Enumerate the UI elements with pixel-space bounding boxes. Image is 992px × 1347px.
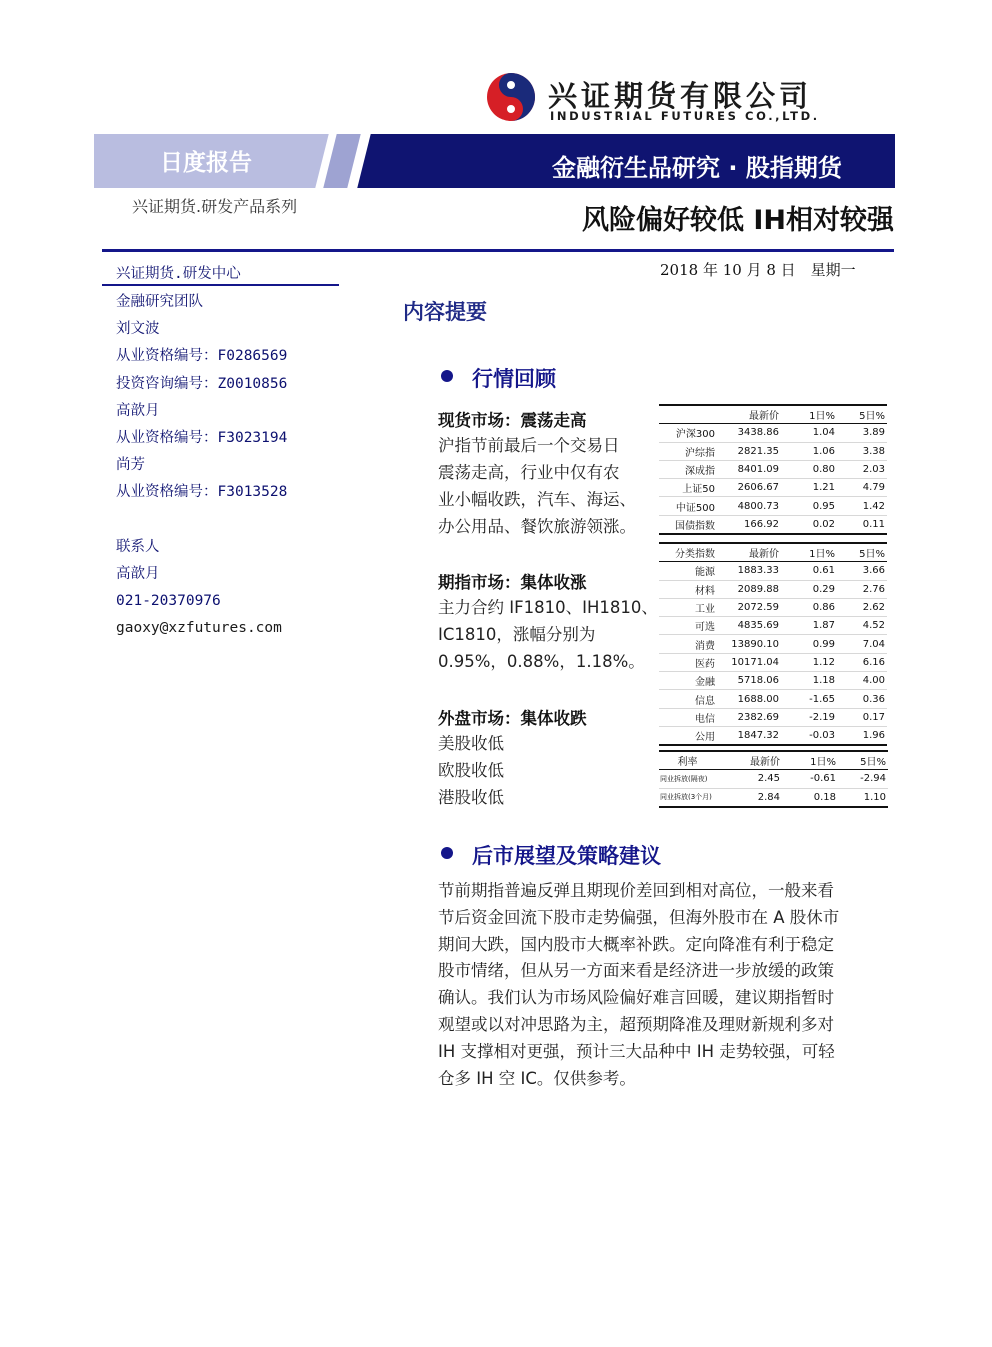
cell: 2.45 — [757, 773, 780, 785]
cell: 消费 — [695, 640, 715, 652]
contact-name: 高歆月 — [116, 565, 160, 582]
overseas-market-title: 外盘市场：集体收跌 — [438, 709, 587, 728]
table-row — [659, 515, 887, 534]
cell: 1.87 — [812, 620, 835, 632]
cell: -1.65 — [809, 693, 835, 705]
cell: 信息 — [695, 695, 715, 707]
spacer — [116, 507, 287, 534]
cell: -2.19 — [809, 711, 835, 723]
sidebar-title: 兴证期货.研发中心 — [116, 266, 241, 282]
cell: 2.76 — [862, 583, 885, 595]
cell: 1.10 — [863, 791, 886, 803]
company-name-cn: 兴证期货有限公司 — [548, 79, 813, 113]
cell: 1883.33 — [737, 565, 779, 577]
col-header: 1日% — [809, 411, 835, 423]
bullet-icon — [441, 847, 453, 859]
futures-market-title: 期指市场：集体收涨 — [438, 573, 587, 592]
review-heading: 行情回顾 — [472, 367, 556, 391]
text-line: 期间大跌，国内股市大概率补跌。定向降准有利于稳定 — [438, 934, 834, 954]
cell: 医药 — [695, 658, 715, 670]
col-header: 5日% — [859, 549, 885, 561]
analyst-license: 从业资格编号：F0286569 — [116, 348, 288, 365]
cell: 2072.59 — [737, 602, 779, 614]
cell: 166.92 — [744, 518, 779, 530]
cell: 2606.67 — [737, 482, 779, 494]
text-line: 震荡走高，行业中仅有农 — [438, 463, 620, 482]
cell: 5718.06 — [737, 675, 779, 687]
product-series: 兴证期货.研发产品系列 — [132, 197, 298, 216]
table-header — [659, 543, 887, 562]
spot-market-text — [438, 432, 636, 540]
cell: 0.29 — [812, 583, 835, 595]
contact-phone: 021-20370976 — [116, 593, 221, 610]
table-row — [659, 442, 887, 460]
cell: 1.21 — [812, 482, 835, 494]
contact-email[interactable]: gaoxy@xzfutures.com — [116, 620, 282, 637]
cell: 沪综指 — [685, 447, 715, 459]
table-row — [659, 788, 888, 807]
table-row — [659, 479, 887, 497]
col-header: 最新价 — [749, 549, 779, 561]
cell: 4800.73 — [737, 500, 779, 512]
rate-table — [659, 750, 888, 808]
summary-heading: 内容提要 — [403, 300, 487, 324]
cell: -0.61 — [810, 773, 836, 785]
cell: 13890.10 — [731, 638, 779, 650]
col-header: 分类指数 — [675, 549, 715, 561]
table-header — [659, 751, 888, 770]
cell: 4.00 — [862, 675, 885, 687]
analyst-name: 高歆月 — [116, 402, 160, 419]
cell: 2382.69 — [737, 711, 779, 723]
cell: 0.17 — [862, 711, 885, 723]
cell: 0.99 — [812, 638, 835, 650]
text-line: 节前期指普遍反弹且期现价差回到相对高位，一般来看 — [438, 881, 834, 900]
table-row — [659, 770, 888, 788]
report-category: 金融衍生品研究 · 股指期货 — [552, 154, 842, 182]
col-header: 利率 — [677, 757, 698, 769]
col-header: 5日% — [859, 411, 885, 423]
team-name: 金融研究团队 — [116, 294, 203, 310]
cell: 2.62 — [862, 602, 885, 614]
cell: 0.86 — [812, 602, 835, 614]
cell: 0.18 — [813, 791, 836, 803]
cell: 0.36 — [862, 693, 885, 705]
table-row — [659, 580, 887, 598]
analyst-advisory-license: 投资咨询编号：Z0010856 — [116, 375, 288, 392]
outlook-text — [438, 878, 883, 1092]
futures-market-text — [438, 594, 658, 675]
cell: 4835.69 — [737, 620, 779, 632]
cell: 3438.86 — [737, 427, 779, 439]
cell: 4.79 — [862, 482, 885, 494]
report-title: 风险偏好较低 IH相对较强 — [581, 205, 894, 236]
sidebar-divider — [102, 284, 339, 286]
text-line: 办公用品、餐饮旅游领涨。 — [438, 517, 636, 536]
text-line: 仓多 IH 空 IC。仅供参考。 — [438, 1068, 636, 1088]
col-header: 5日% — [860, 757, 886, 769]
index-table — [659, 404, 887, 535]
text-line: 股市情绪，但从另一方面来看是经济进一步放缓的政策 — [438, 961, 834, 981]
text-line: IH 支撑相对更强，预计三大品种中 IH 走势较强，可轻 — [438, 1041, 835, 1061]
text-line: 观望或以对冲思路为主，超预期降准及理财新规利多对 — [438, 1014, 834, 1034]
cell: 国债指数 — [675, 520, 715, 532]
text-line: 主力合约 IF1810、IH1810、 — [438, 598, 658, 617]
cell: 0.11 — [862, 518, 885, 530]
text-line: 欧股收低 — [438, 761, 504, 780]
cell: 中证500 — [675, 502, 715, 514]
cell: 能源 — [695, 567, 715, 579]
cell: 1847.32 — [737, 730, 779, 742]
text-line: IC1810，涨幅分别为 — [438, 625, 596, 644]
table-row — [659, 690, 887, 708]
text-line: 0.95%，0.88%，1.18%。 — [438, 652, 645, 671]
table-row — [659, 617, 887, 635]
col-header: 最新价 — [749, 411, 779, 423]
cell: -0.03 — [809, 730, 835, 742]
cell: 沪深300 — [675, 429, 715, 441]
cell: 0.80 — [812, 464, 835, 476]
cell: 金融 — [695, 677, 715, 689]
cell: 3.89 — [862, 427, 885, 439]
sidebar-contacts — [116, 289, 287, 642]
cell: 0.02 — [812, 518, 835, 530]
spot-market-title: 现货市场：震荡走高 — [438, 411, 587, 430]
col-header — [659, 405, 717, 424]
company-logo-icon — [486, 72, 536, 122]
contact-label: 联系人 — [116, 538, 160, 555]
text-line: 沪指节前最后一个交易日 — [438, 436, 620, 455]
col-header: 最新价 — [750, 757, 780, 769]
analyst-name: 刘文波 — [116, 321, 160, 338]
cell: 同业拆放(隔夜) — [660, 774, 708, 783]
cell: 3.66 — [862, 565, 885, 577]
cell: 公用 — [695, 732, 715, 744]
cell: 1.06 — [812, 445, 835, 457]
table-row — [659, 653, 887, 671]
report-type: 日度报告 — [160, 150, 252, 176]
cell: 1.04 — [812, 427, 835, 439]
cell: 材料 — [695, 585, 715, 597]
bullet-icon — [441, 370, 453, 382]
cell: 工业 — [695, 604, 715, 616]
overseas-market-text — [438, 730, 504, 811]
table-row — [659, 424, 887, 442]
text-line: 节后资金回流下股市走势偏强，但海外股市在 A 股休市 — [438, 907, 840, 927]
text-line: 业小幅收跌，汽车、海运、 — [438, 490, 636, 509]
cell: 0.95 — [812, 500, 835, 512]
cell: -2.94 — [860, 773, 886, 785]
cell: 4.52 — [862, 620, 885, 632]
report-date: 2018 年 10 月 8 日 星期一 — [660, 261, 856, 279]
analyst-license: 从业资格编号：F3013528 — [116, 484, 288, 501]
table-row — [659, 598, 887, 616]
table-row — [659, 726, 887, 745]
cell: 1.12 — [812, 656, 835, 668]
sector-table — [659, 542, 887, 746]
company-name-en: INDUSTRIAL FUTURES CO.,LTD. — [550, 109, 820, 123]
cell: 2.03 — [862, 464, 885, 476]
outlook-heading: 后市展望及策略建议 — [472, 844, 661, 868]
col-header: 1日% — [809, 549, 835, 561]
col-header: 1日% — [810, 757, 836, 769]
cell: 1.42 — [862, 500, 885, 512]
cell: 2.84 — [757, 791, 780, 803]
cell: 3.38 — [862, 445, 885, 457]
table-row — [659, 460, 887, 478]
table-header — [659, 405, 887, 424]
cell: 0.61 — [812, 565, 835, 577]
table-row — [659, 672, 887, 690]
cell: 上证50 — [682, 484, 715, 496]
analyst-name: 尚芳 — [116, 457, 145, 474]
text-line: 确认。我们认为市场风险偏好难言回暖，建议期指暂时 — [438, 988, 834, 1008]
cell: 1.18 — [812, 675, 835, 687]
cell: 1688.00 — [737, 693, 779, 705]
table-row — [659, 635, 887, 653]
cell: 电信 — [695, 713, 715, 725]
analyst-license: 从业资格编号：F3023194 — [116, 429, 288, 446]
cell: 2821.35 — [737, 445, 779, 457]
table-row — [659, 708, 887, 726]
cell: 7.04 — [862, 638, 885, 650]
text-line: 美股收低 — [438, 734, 504, 753]
table-row — [659, 562, 887, 580]
cell: 可选 — [695, 622, 715, 634]
cell: 深成指 — [685, 466, 715, 478]
cell: 6.16 — [862, 656, 885, 668]
cell: 2089.88 — [737, 583, 779, 595]
cell: 同业拆放(3个月) — [660, 793, 712, 802]
text-line: 港股收低 — [438, 788, 504, 807]
table-row — [659, 497, 887, 515]
cell: 1.96 — [862, 730, 885, 742]
cell: 10171.04 — [731, 656, 779, 668]
cell: 8401.09 — [737, 464, 779, 476]
title-divider — [102, 249, 894, 252]
